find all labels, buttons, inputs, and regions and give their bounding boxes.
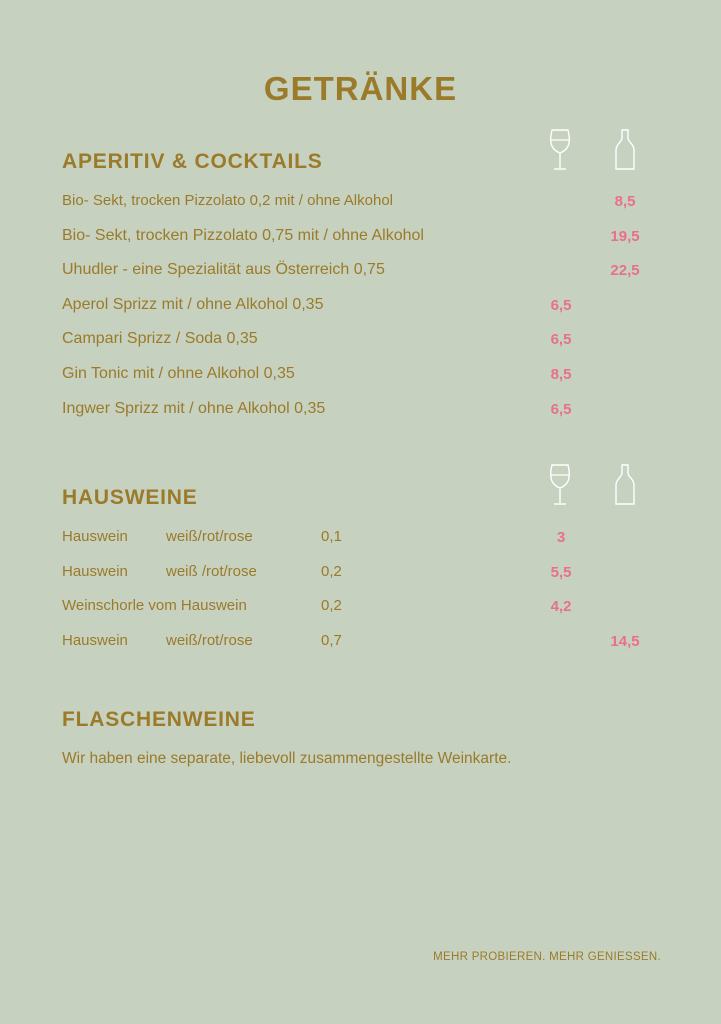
bottle-price: 14,5	[610, 633, 640, 650]
flaschenweine-note: Wir haben eine separate, liebevoll zusammengestellte Weinkarte.	[62, 750, 512, 767]
glass-price: 4,2	[550, 598, 572, 615]
menu-item-name: Uhudler - eine Spezialität aus Österreich 0,75	[62, 261, 385, 278]
glass-price: 5,5	[550, 564, 572, 581]
menu-item-name: Campari Sprizz / Soda 0,35	[62, 330, 258, 347]
menu-item-name: Aperol Sprizz mit / ohne Alkohol 0,35	[62, 296, 324, 313]
wine-name: Hauswein	[62, 528, 128, 545]
bottle-icon	[613, 128, 637, 172]
bottle-price: 19,5	[610, 228, 640, 245]
menu-item-name: Ingwer Sprizz mit / ohne Alkohol 0,35	[62, 400, 326, 417]
wine-glass-icon	[548, 128, 572, 172]
glass-price: 6,5	[550, 297, 572, 314]
wine-variant: weiß/rot/rose	[166, 528, 253, 545]
bottle-icon	[613, 463, 637, 507]
section-heading-hauswein: HAUSWEINE	[62, 486, 198, 509]
wine-name: Hauswein	[62, 563, 128, 580]
menu-item-name: Bio- Sekt, trocken Pizzolato 0,75 mit / ohne Alkohol	[62, 227, 424, 244]
footer-slogan: MEHR PROBIEREN. MEHR GENIESSEN.	[433, 951, 661, 963]
wine-name: Weinschorle vom Hauswein	[62, 597, 247, 614]
bottle-price: 22,5	[610, 262, 640, 279]
wine-size: 0,1	[321, 528, 342, 545]
wine-size: 0,2	[321, 563, 342, 580]
section-heading-aperitif: APERITIV & COCKTAILS	[62, 150, 323, 173]
glass-price: 3	[556, 529, 566, 546]
glass-price: 6,5	[550, 401, 572, 418]
glass-price: 8,5	[550, 366, 572, 383]
wine-variant: weiß /rot/rose	[166, 563, 257, 580]
menu-item-name: Gin Tonic mit / ohne Alkohol 0,35	[62, 365, 295, 382]
page-title: GETRÄNKE	[263, 70, 458, 107]
wine-variant: weiß/rot/rose	[166, 632, 253, 649]
wine-size: 0,2	[321, 597, 342, 614]
wine-size: 0,7	[321, 632, 342, 649]
wine-glass-icon	[548, 463, 572, 507]
menu-item-name: Bio- Sekt, trocken Pizzolato 0,2 mit / ohne Alkohol	[62, 192, 394, 209]
wine-name: Hauswein	[62, 632, 128, 649]
bottle-price: 8,5	[614, 193, 636, 210]
section-heading-flaschenweine: FLASCHENWEINE	[62, 708, 256, 731]
glass-price: 6,5	[550, 331, 572, 348]
